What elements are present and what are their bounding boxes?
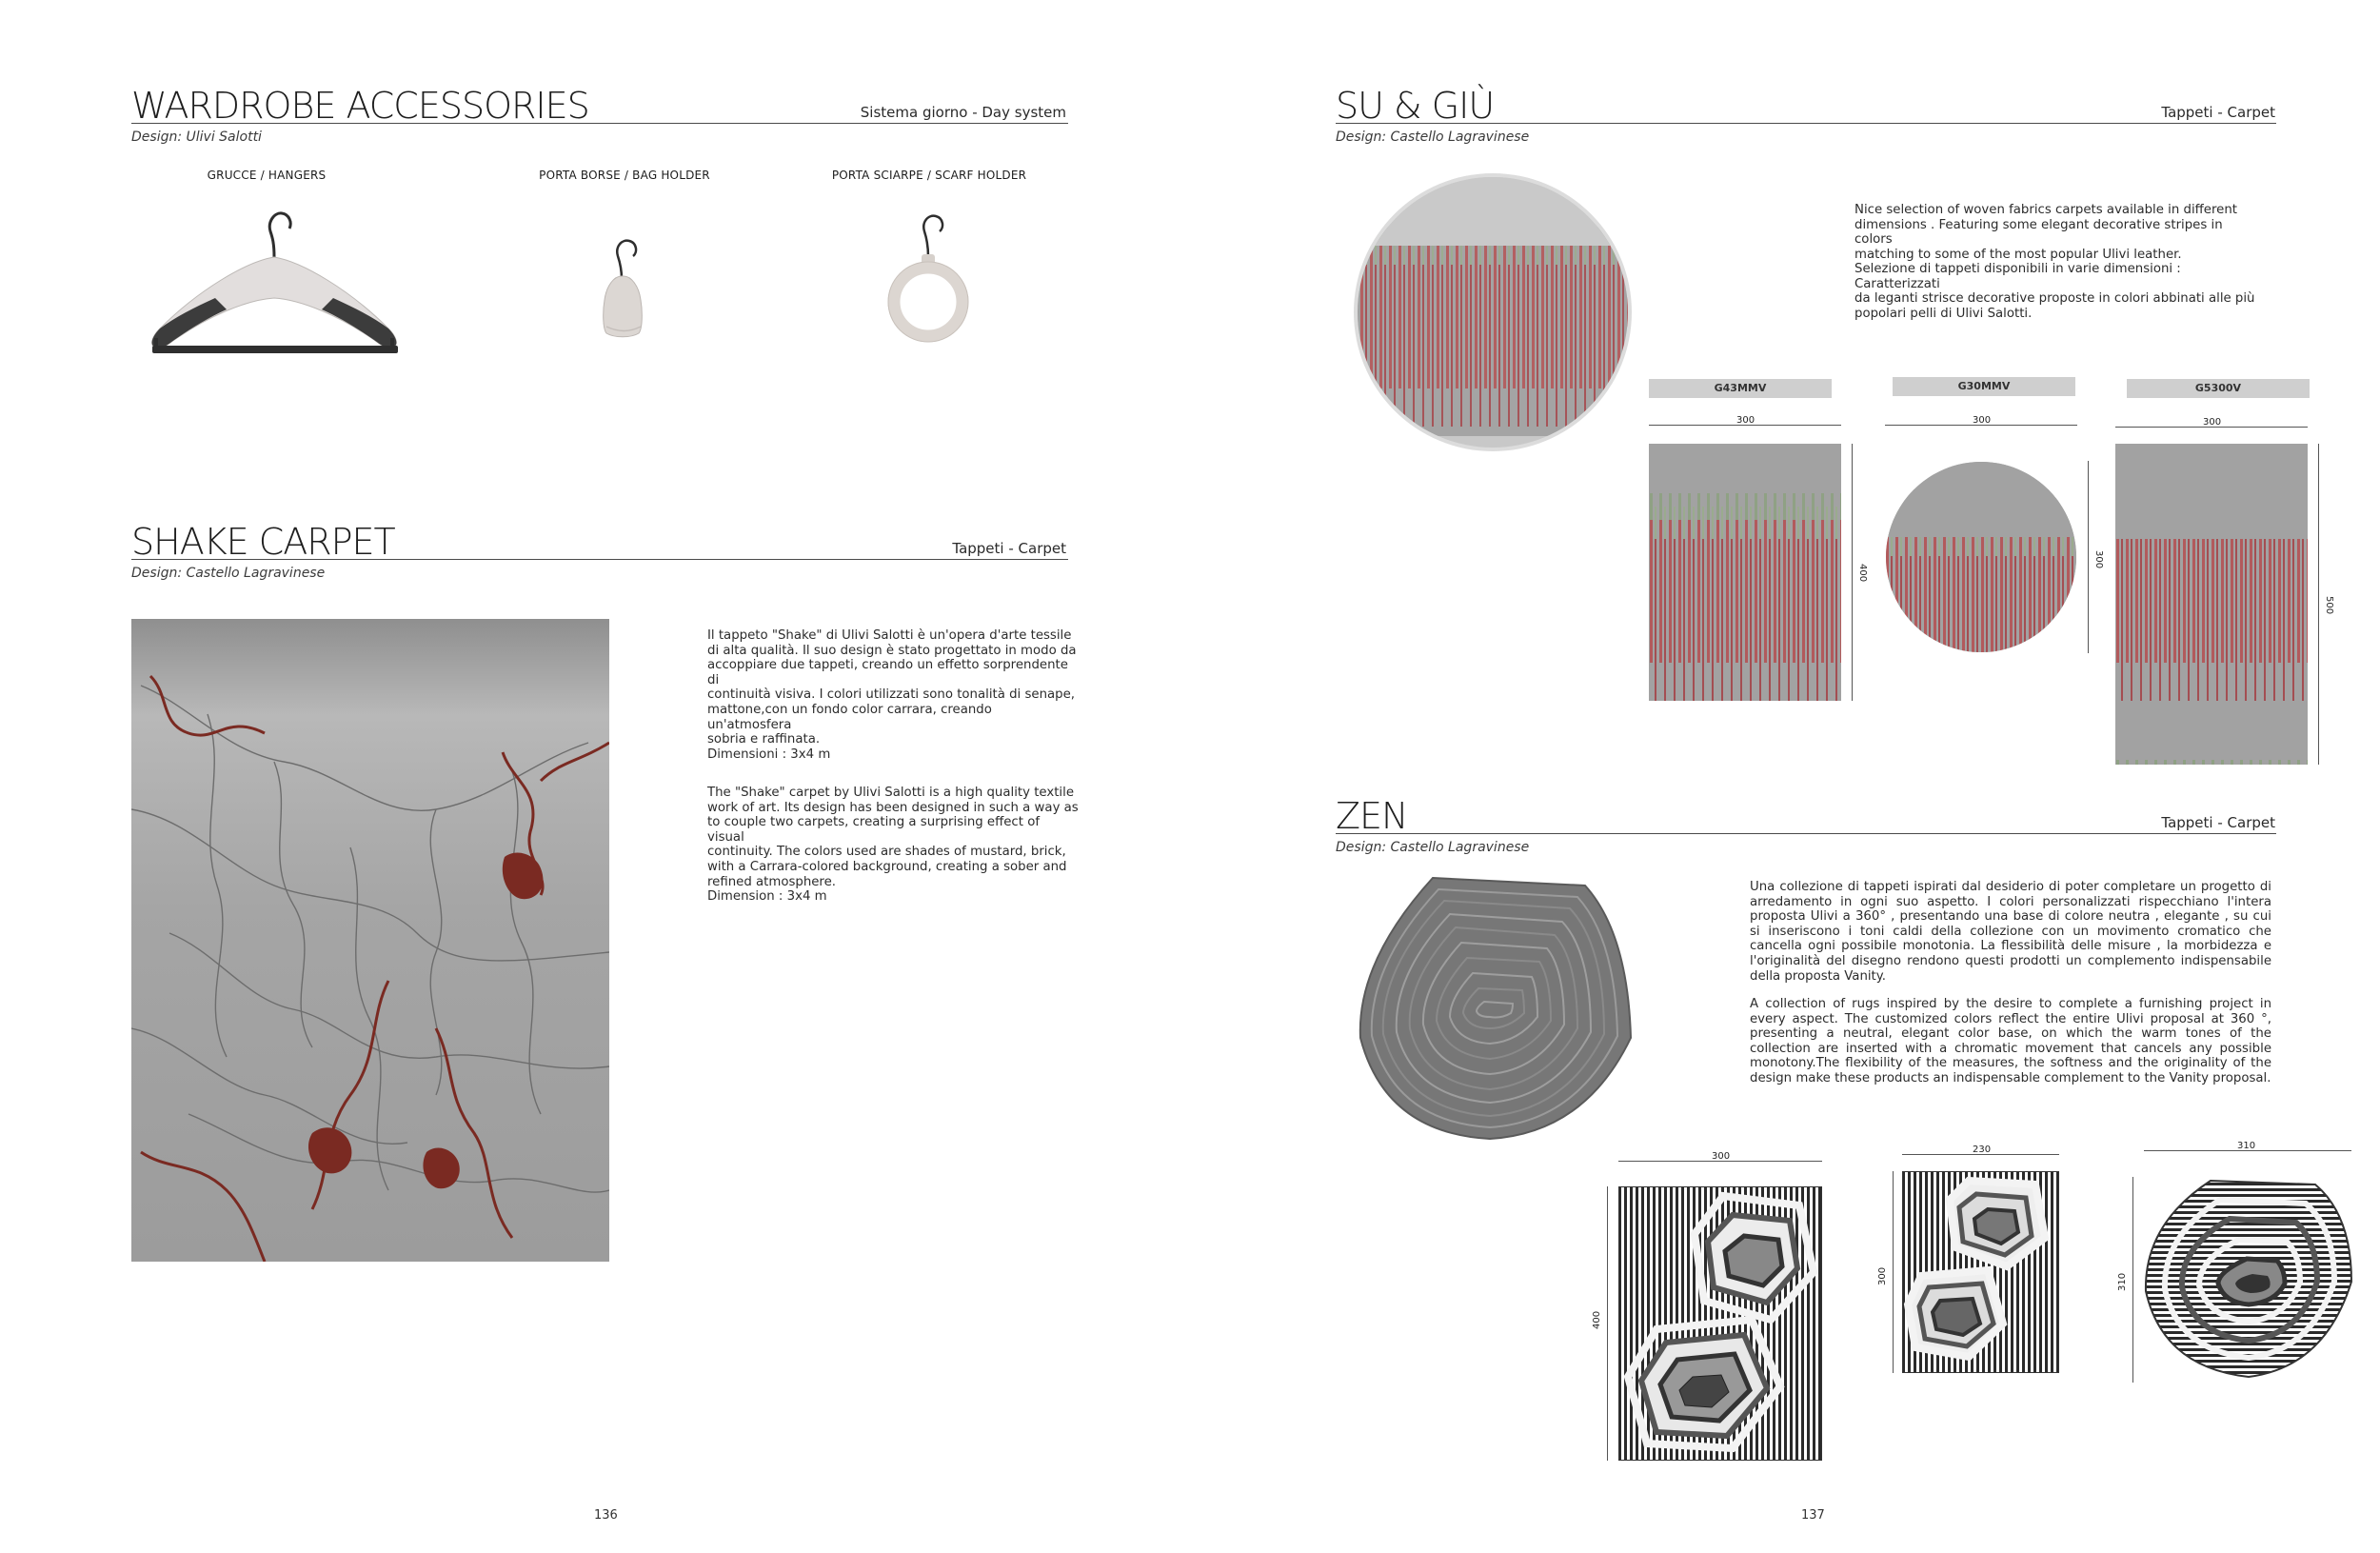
bag-holder-caption: PORTA BORSE / BAG HOLDER [539, 169, 710, 182]
page-number-right: 137 [1801, 1508, 1825, 1523]
sugiu-text-en: Nice selection of woven fabrics carpets available in different dimensions . Featuring some elegant decorative stripes in colors matching to some of the most popular Ulivi leather. [1854, 203, 2237, 262]
dim-line [2132, 1177, 2133, 1383]
dim-height-label: 500 [2324, 596, 2334, 615]
wardrobe-designer: Design: Ulivi Salotti [131, 129, 262, 145]
dim-height-label: 300 [1877, 1266, 1888, 1285]
scarf-holder-caption: PORTA SCIARPE / SCARF HOLDER [831, 169, 1027, 182]
page-number-left: 136 [594, 1508, 618, 1523]
shake-designer: Design: Castello Lagravinese [131, 566, 326, 581]
wardrobe-category: Sistema giorno - Day system [860, 104, 1066, 121]
sugiu-title: SU & GIÙ [1336, 85, 1495, 127]
dim-width-label: 300 [1712, 1151, 1731, 1162]
zen-rect-rug-2 [1902, 1171, 2059, 1373]
zen-rect-rug-1 [1618, 1186, 1822, 1461]
dim-height-label: 400 [1857, 564, 1868, 583]
dim-line [2088, 461, 2089, 653]
variant-code-g5300v: G5300V [2127, 379, 2310, 398]
sugiu-rule [1336, 123, 2276, 124]
dim-height-label: 400 [1592, 1310, 1602, 1329]
dim-width-label: 300 [2203, 417, 2222, 428]
sugiu-category: Tappeti - Carpet [2161, 104, 2275, 121]
dim-height-label: 300 [2093, 550, 2104, 569]
shake-rule [131, 559, 1068, 560]
dim-width-label: 310 [2237, 1141, 2256, 1151]
shake-category: Tappeti - Carpet [952, 540, 1066, 557]
sugiu-rect-rug-1 [1649, 444, 1841, 701]
sugiu-designer: Design: Castello Lagravinese [1336, 129, 1530, 145]
scarf-holder-icon [876, 205, 981, 348]
zen-title: ZEN [1336, 795, 1408, 837]
shake-text-en: The "Shake" carpet by Ulivi Salotti is a high quality textile work of art. Its design has been designed in such a way as to couple two carpets, creating a surprising effect of visual continuity. The colors used are shades of mustard, brick, with a Carrara-colored background, creating a sober and refined atmosphere. Dimension : 3x4 m [707, 786, 1079, 905]
hanger-icon [131, 205, 417, 367]
dim-height-label: 310 [2117, 1272, 2128, 1291]
sugiu-text-it: Selezione di tappeti disponibili in varie dimensioni : Caratterizzati da leganti strisce decorative proposte in colori abbinati alle più popolari pelli di Ulivi Salotti. [1854, 262, 2255, 321]
zen-rule [1336, 833, 2276, 834]
zen-text-en: A collection of rugs inspired by the desire to complete a furnishing project in every aspect. The customized colors reflect the entire Ulivi proposal at 360 °, presenting a neutral, elegant color base, on which the warm tones of the collection are inserted with a chromatic movement that cancels any possible monotony.The flexibility of the measures, the softness and the originality of the design make these products an indispensable complement to the Vanity proposal. [1750, 997, 2271, 1085]
wardrobe-rule [131, 123, 1068, 124]
variant-code-g43mmv: G43MMV [1649, 379, 1832, 398]
shake-title: SHAKE CARPET [131, 521, 395, 563]
sugiu-round-rug-small [1885, 461, 2077, 653]
zen-rug-image [1357, 876, 1633, 1143]
variant-code-g30mmv: G30MMV [1893, 377, 2075, 396]
wardrobe-title: WARDROBE ACCESSORIES [131, 85, 589, 127]
dim-line [1607, 1186, 1608, 1461]
dim-width-label: 300 [1736, 415, 1755, 426]
dim-line [2318, 444, 2319, 765]
dim-line [1852, 444, 1853, 701]
sugiu-round-rug-image [1350, 169, 1636, 455]
shake-carpet-image [131, 619, 609, 1262]
dim-line [1893, 1171, 1894, 1373]
dim-width-label: 300 [1973, 415, 1992, 426]
bag-holder-icon [585, 233, 662, 343]
sugiu-rect-rug-3 [2115, 444, 2308, 765]
zen-text-it: Una collezione di tappeti ispirati dal desiderio di poter completare un progetto di arredamento in ogni suo aspetto. I colori personalizzati rispecchiano l'intera proposta Ulivi a 360° , presentando una base di colore neutra , elegante , su cui si inseriscono i toni caldi della collezione con un movimento cromatico che cancella ogni possibile monotonia. La flessibilità delle misure , la morbidezza e l'originalità del disegno rendono questi prodotti un complemento indispensabile della proposta Vanity. [1750, 880, 2271, 984]
shake-text-it: Il tappeto "Shake" di Ulivi Salotti è un'opera d'arte tessile di alta qualità. Il suo design è stato progettato in modo da accoppiare due tappeti, creando un effetto sorprendente di continuità visiva. I colori utilizzati sono tonalità di senape, mattone,con un fondo color carrara, creando un'atmosfera sobria e raffinata. Dimensioni : 3x4 m [707, 628, 1077, 762]
hangers-caption: GRUCCE / HANGERS [207, 169, 327, 182]
zen-designer: Design: Castello Lagravinese [1336, 840, 1530, 855]
zen-category: Tappeti - Carpet [2161, 814, 2275, 831]
dim-width-label: 230 [1973, 1145, 1992, 1155]
zen-hex-rug [2144, 1177, 2353, 1379]
